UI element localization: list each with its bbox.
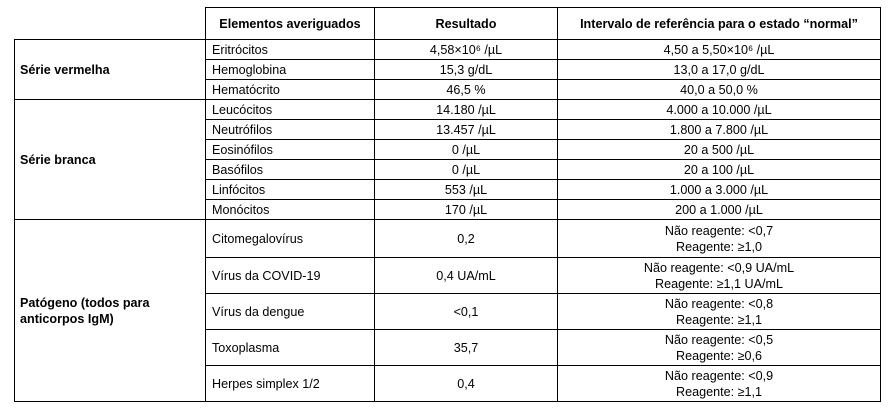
element-cell: Basófilos xyxy=(206,160,375,180)
element-cell: Vírus da COVID-19 xyxy=(206,258,375,294)
element-cell: Vírus da dengue xyxy=(206,294,375,330)
reference-nonreactive: Não reagente: <0,5 xyxy=(664,332,774,347)
reference-cell: 4,50 a 5,50×10⁶ /µL xyxy=(558,40,881,60)
reference-cell xyxy=(558,220,881,258)
lab-results-table xyxy=(14,7,881,402)
result-cell: 35,7 xyxy=(375,330,558,366)
result-cell: 14.180 /µL xyxy=(375,100,558,120)
result-cell: 170 /µL xyxy=(375,200,558,220)
element-cell: Toxoplasma xyxy=(206,330,375,366)
reference-cell xyxy=(558,330,881,366)
reference-cell: 40,0 a 50,0 % xyxy=(558,80,881,100)
reference-cell xyxy=(558,366,881,402)
reference-reactive: Reagente: ≥0,6 xyxy=(675,348,763,363)
header-empty-cell xyxy=(15,8,206,40)
element-cell: Eosinófilos xyxy=(206,140,375,160)
element-cell: Hemoglobina xyxy=(206,60,375,80)
lab-results-container xyxy=(14,7,880,402)
reference-nonreactive: Não reagente: <0,7 xyxy=(664,223,774,238)
reference-reactive: Reagente: ≥1,0 xyxy=(675,239,763,254)
header-result: Resultado xyxy=(375,8,558,40)
element-cell: Citomegalovírus xyxy=(206,220,375,258)
result-cell: <0,1 xyxy=(375,294,558,330)
result-cell: 0,4 xyxy=(375,366,558,402)
reference-cell xyxy=(558,258,881,294)
result-cell: 0 /µL xyxy=(375,160,558,180)
group-label-red-series: Série vermelha xyxy=(15,40,206,100)
result-cell: 46,5 % xyxy=(375,80,558,100)
result-cell: 553 /µL xyxy=(375,180,558,200)
result-cell: 15,3 g/dL xyxy=(375,60,558,80)
header-reference: Intervalo de referência para o estado “normal” xyxy=(558,8,881,40)
element-cell: Linfócitos xyxy=(206,180,375,200)
table-row xyxy=(15,100,881,120)
result-cell: 0,4 UA/mL xyxy=(375,258,558,294)
group-label-white-series: Série branca xyxy=(15,100,206,220)
reference-reactive: Reagente: ≥1,1 xyxy=(675,312,763,327)
reference-nonreactive: Não reagente: <0,9 xyxy=(664,368,774,383)
element-cell: Eritrócitos xyxy=(206,40,375,60)
element-cell: Hematócrito xyxy=(206,80,375,100)
reference-reactive: Reagente: ≥1,1 xyxy=(675,384,763,399)
reference-cell: 4.000 a 10.000 /µL xyxy=(558,100,881,120)
reference-nonreactive: Não reagente: <0,8 xyxy=(664,296,774,311)
reference-reactive: Reagente: ≥1,1 UA/mL xyxy=(654,276,784,291)
reference-nonreactive: Não reagente: <0,9 UA/mL xyxy=(643,260,795,275)
reference-cell: 13,0 a 17,0 g/dL xyxy=(558,60,881,80)
reference-cell: 20 a 100 /µL xyxy=(558,160,881,180)
element-cell: Monócitos xyxy=(206,200,375,220)
result-cell: 13.457 /µL xyxy=(375,120,558,140)
element-cell: Neutrófilos xyxy=(206,120,375,140)
table-row xyxy=(15,220,881,258)
element-cell: Herpes simplex 1/2 xyxy=(206,366,375,402)
element-cell: Leucócitos xyxy=(206,100,375,120)
reference-cell: 200 a 1.000 /µL xyxy=(558,200,881,220)
result-cell: 0,2 xyxy=(375,220,558,258)
header-elements: Elementos averiguados xyxy=(206,8,375,40)
table-row xyxy=(15,40,881,60)
result-cell: 0 /µL xyxy=(375,140,558,160)
reference-cell: 1.000 a 3.000 /µL xyxy=(558,180,881,200)
group-label-pathogen: Patógeno (todos para anticorpos IgM) xyxy=(15,220,206,402)
reference-cell xyxy=(558,294,881,330)
reference-cell: 20 a 500 /µL xyxy=(558,140,881,160)
result-cell: 4,58×10⁶ /µL xyxy=(375,40,558,60)
reference-cell: 1.800 a 7.800 /µL xyxy=(558,120,881,140)
header-row xyxy=(15,8,881,40)
